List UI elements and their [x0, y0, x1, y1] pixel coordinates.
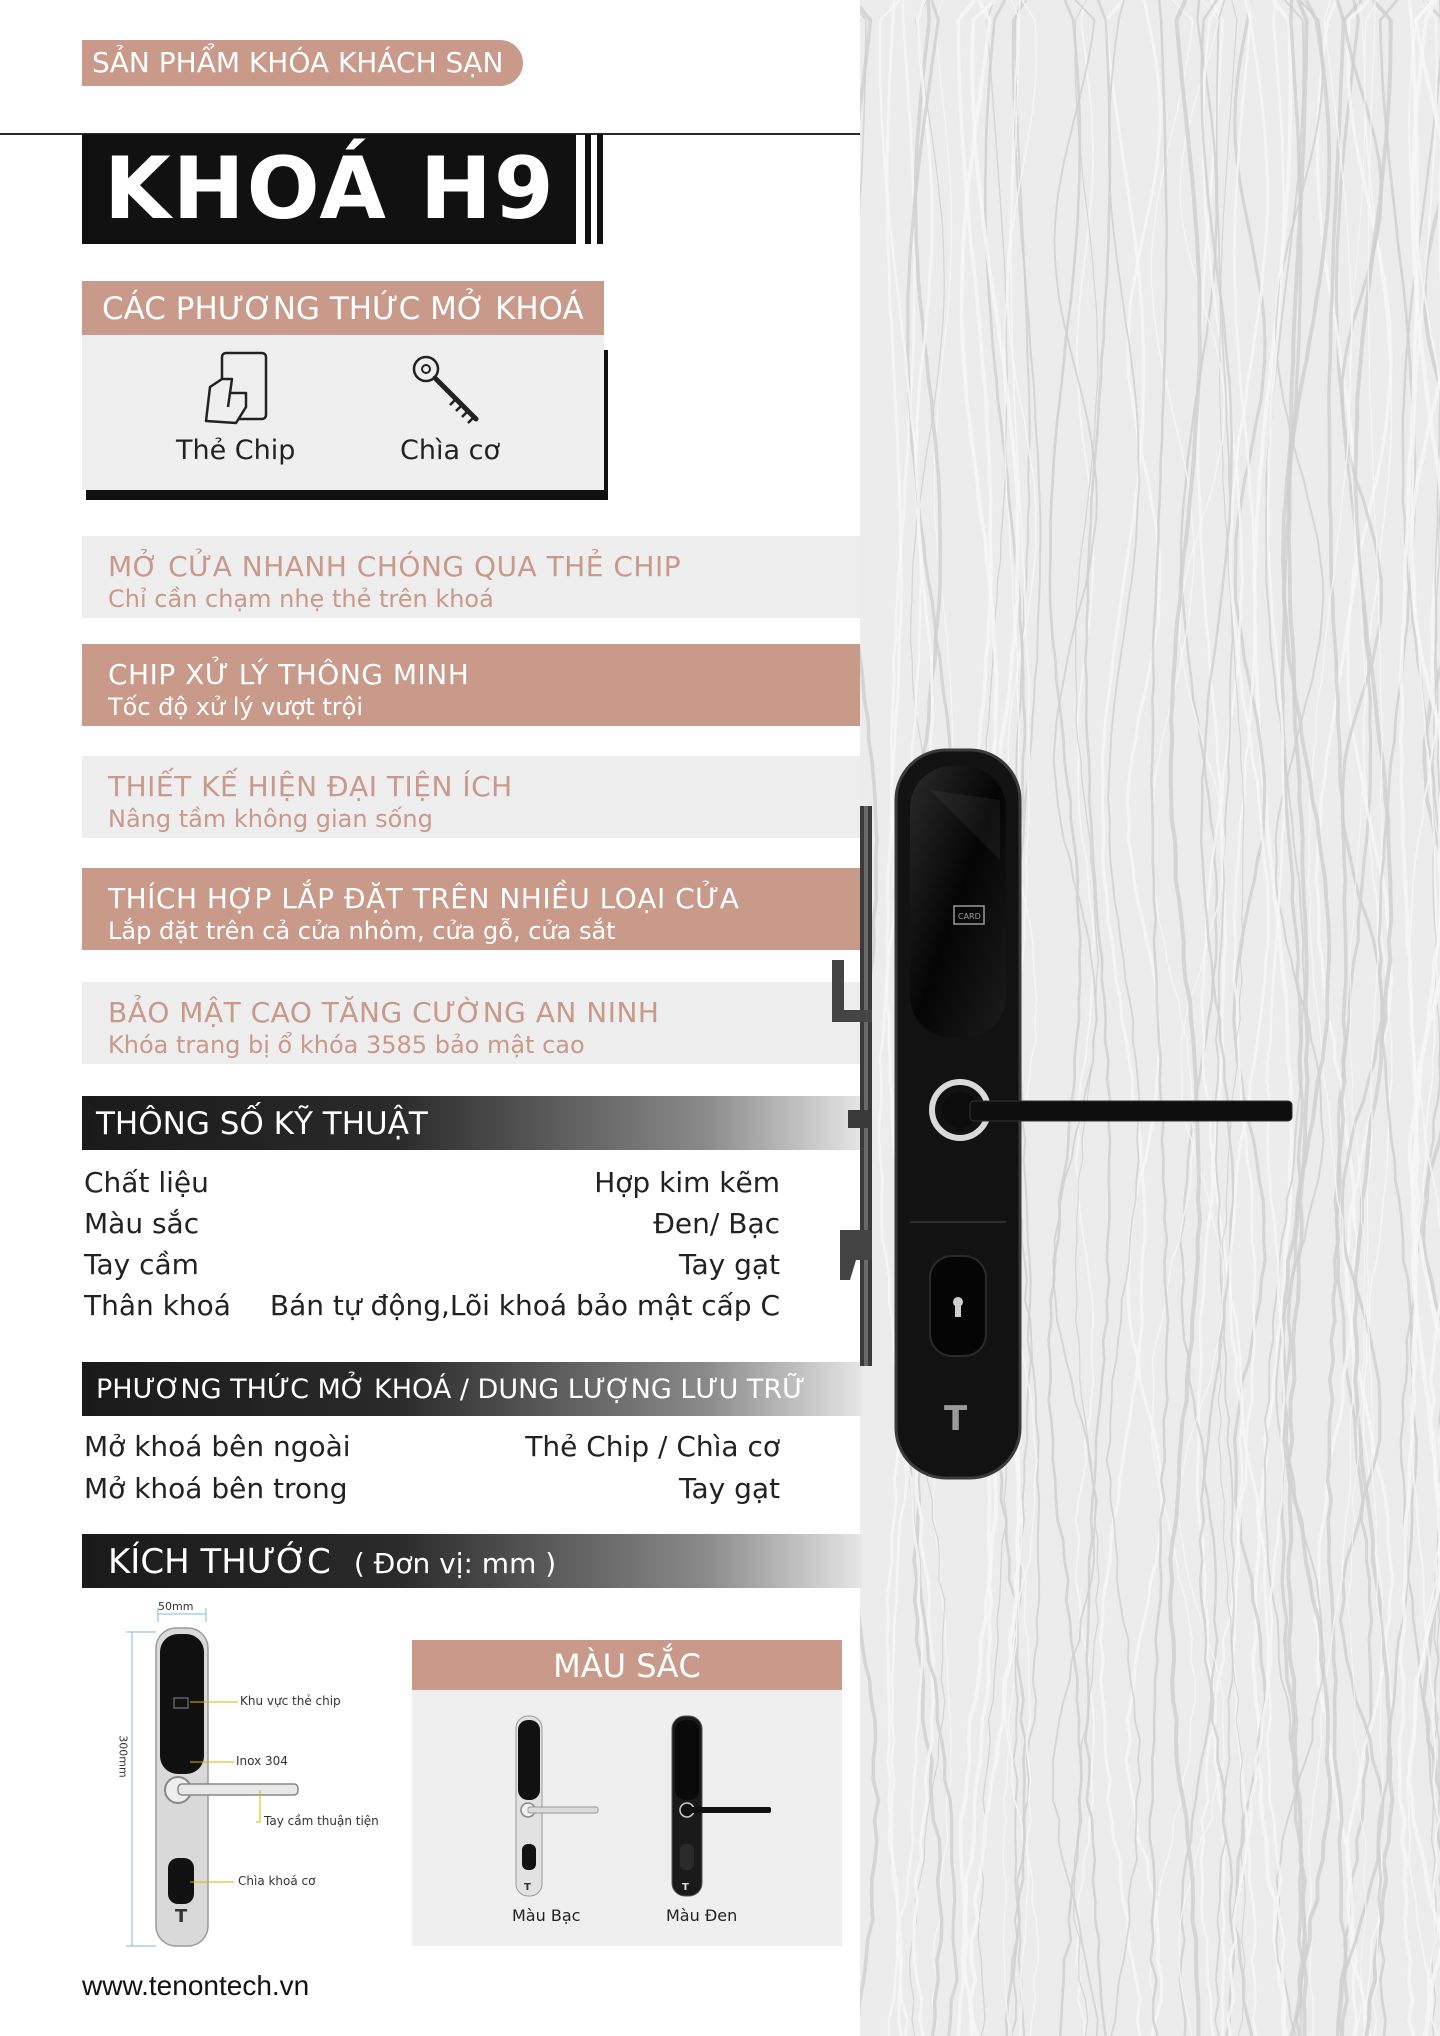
feature-subtitle: Tốc độ xử lý vượt trội — [108, 693, 364, 721]
title-accent-bar — [585, 134, 591, 244]
spec-key: Chất liệu — [84, 1166, 209, 1199]
colors-heading: MÀU SẮC — [412, 1640, 842, 1690]
feature-subtitle: Khóa trang bị ổ khóa 3585 bảo mật cao — [108, 1031, 585, 1059]
card-icon — [200, 349, 272, 433]
feature-card — [82, 536, 860, 618]
storage-heading: PHƯƠNG THỨC MỞ KHOÁ / DUNG LƯỢNG LƯU TRỮ — [82, 1362, 862, 1416]
callout-material: Inox 304 — [236, 1754, 288, 1768]
svg-text:T: T — [175, 1906, 188, 1927]
spec-row — [82, 1289, 780, 1329]
feature-card — [82, 982, 860, 1064]
dimension-height-label: 300mm — [116, 1735, 130, 1778]
dimensions-heading: KÍCH THƯỚC — [108, 1542, 331, 1582]
storage-row — [82, 1430, 780, 1470]
storage-value: Tay gạt — [678, 1472, 780, 1505]
card-reader-label: CARD — [958, 912, 981, 921]
storage-key: Mở khoá bên ngoài — [84, 1430, 351, 1463]
dimension-width-label: 50mm — [158, 1600, 194, 1613]
callout-chip-area: Khu vực thẻ chip — [240, 1694, 341, 1708]
storage-row — [82, 1472, 780, 1512]
feature-title: MỞ CỬA NHANH CHÓNG QUA THẺ CHIP — [108, 550, 682, 583]
unlock-methods-heading: CÁC PHƯƠNG THỨC MỞ KHOÁ — [82, 281, 604, 335]
feature-title: THÍCH HỢP LẮP ĐẶT TRÊN NHIỀU LOẠI CỬA — [108, 882, 740, 915]
storage-key: Mở khoá bên trong — [84, 1472, 348, 1505]
unlock-methods-box — [82, 335, 604, 490]
feature-subtitle: Chỉ cần chạm nhẹ thẻ trên khoá — [108, 585, 494, 613]
spec-key: Tay cầm — [84, 1248, 199, 1281]
method-label-chip: Thẻ Chip — [176, 435, 296, 466]
feature-subtitle: Lắp đặt trên cả cửa nhôm, cửa gỗ, cửa sắt — [108, 917, 616, 945]
black-lock-image — [668, 1712, 778, 1906]
svg-text:T: T — [682, 1882, 689, 1893]
feature-title: THIẾT KẾ HIỆN ĐẠI TIỆN ÍCH — [108, 770, 513, 803]
method-label-key: Chìa cơ — [400, 435, 500, 466]
spec-value: Tay gạt — [678, 1248, 780, 1281]
methods-box-shadow — [86, 490, 608, 500]
svg-text:T: T — [524, 1882, 531, 1893]
callout-handle: Tay cầm thuận tiện — [264, 1814, 379, 1828]
specs-heading: THÔNG SỐ KỸ THUẬT — [82, 1096, 862, 1150]
svg-text:T: T — [944, 1399, 968, 1439]
dimensions-heading-bar — [82, 1534, 862, 1588]
dimensions-unit: ( Đơn vị: mm ) — [353, 1547, 557, 1580]
storage-value: Thẻ Chip / Chìa cơ — [525, 1430, 780, 1463]
feature-card — [82, 756, 860, 838]
category-badge: SẢN PHẨM KHÓA KHÁCH SẠN — [82, 40, 523, 86]
title-accent-bar — [597, 134, 603, 244]
spec-row — [82, 1207, 780, 1247]
door-lock-image — [820, 740, 1300, 1480]
dimension-diagram — [110, 1600, 410, 1950]
silver-lock-image — [512, 1712, 602, 1906]
colors-box — [412, 1690, 842, 1946]
swatch-label-black: Màu Đen — [666, 1906, 738, 1925]
feature-card — [82, 868, 860, 950]
feature-title: BẢO MẬT CAO TĂNG CƯỜNG AN NINH — [108, 996, 660, 1029]
spec-key: Màu sắc — [84, 1207, 200, 1240]
spec-value: Hợp kim kẽm — [594, 1166, 780, 1199]
spec-row — [82, 1166, 780, 1206]
callout-key: Chìa khoá cơ — [238, 1874, 316, 1888]
spec-row — [82, 1248, 780, 1288]
spec-value: Bán tự động,Lõi khoá bảo mật cấp C — [269, 1289, 780, 1322]
page-title: KHOÁ H9 — [82, 134, 576, 244]
feature-card — [82, 644, 860, 726]
swatch-label-silver: Màu Bạc — [512, 1906, 581, 1925]
website-link[interactable]: www.tenontech.vn — [82, 1970, 310, 2001]
feature-subtitle: Nâng tầm không gian sống — [108, 805, 433, 833]
key-icon — [410, 353, 486, 433]
spec-key: Thân khoá — [84, 1289, 231, 1322]
feature-title: CHIP XỬ LÝ THÔNG MINH — [108, 658, 470, 691]
spec-value: Đen/ Bạc — [653, 1207, 780, 1240]
